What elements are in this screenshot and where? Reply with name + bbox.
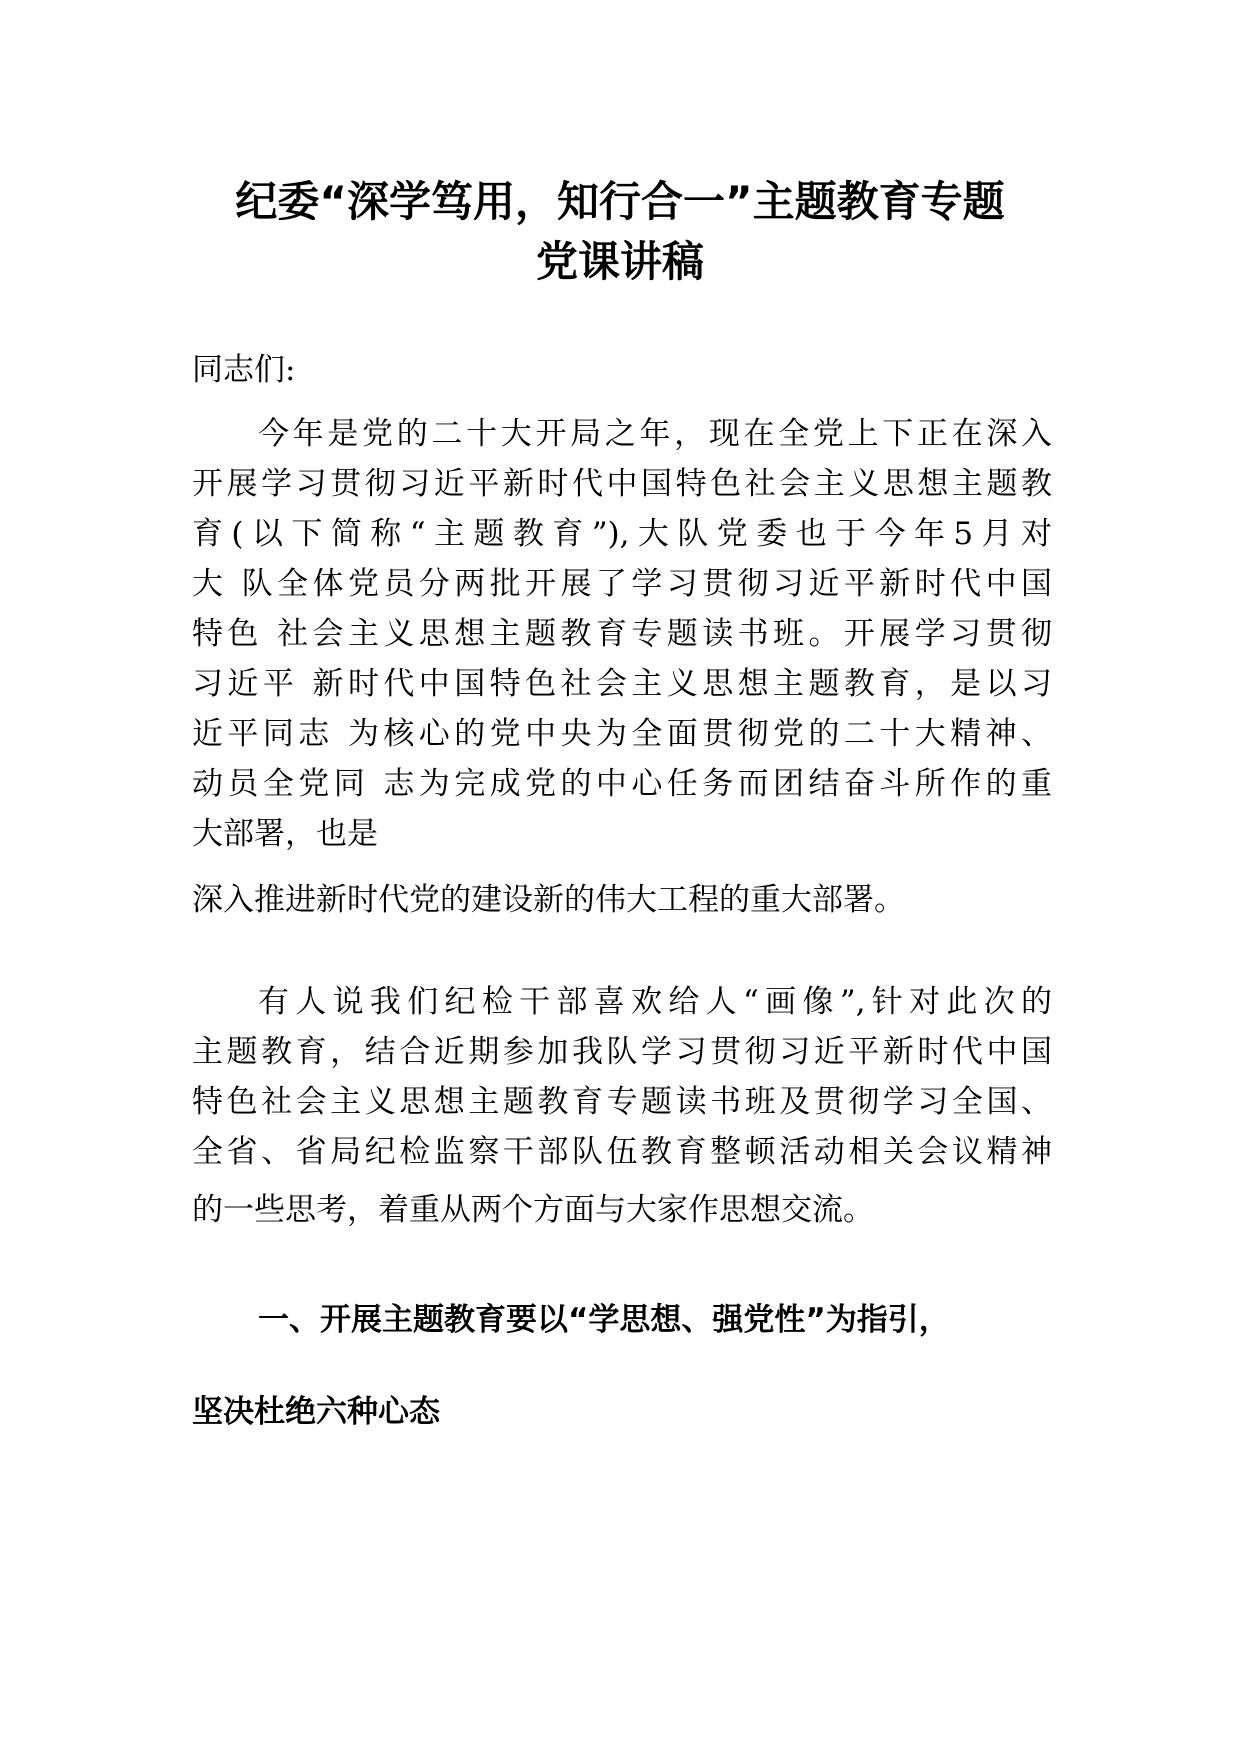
paragraph-1-line: 习近平 新时代中国特色社会主义思想主题教育，是以习 xyxy=(192,666,1052,702)
salutation: 同志们: xyxy=(192,352,296,388)
paragraph-2-line: 特色社会主义思想主题教育专题读书班及贯彻学习全国、 xyxy=(192,1084,1052,1120)
paragraph-2-line: 的一些思考，着重从两个方面与大家作思想交流。 xyxy=(192,1192,874,1228)
paragraph-2-line: 有人说我们纪检干部喜欢给人“画像”,针对此次的 xyxy=(258,984,1052,1020)
paragraph-2-line: 主题教育，结合近期参加我队学习贯彻习近平新时代中国 xyxy=(192,1034,1052,1070)
document-title-line-2: 党课讲稿 xyxy=(535,237,704,286)
paragraph-1-line: 大 队全体党员分两批开展了学习贯彻习近平新时代中国 xyxy=(192,566,1052,602)
paragraph-1-tail: 深入推进新时代党的建设新的伟大工程的重大部署。 xyxy=(192,882,905,918)
section-heading-line-1: 一、开展主题教育要以“学思想、强党性”为指引， xyxy=(258,1302,950,1338)
document-title-line-1: 纪委“深学笃用，知行合一”主题教育专题 xyxy=(235,177,1005,226)
paragraph-1-line: 今年是党的二十大开局之年，现在全党上下正在深入 xyxy=(258,416,1052,452)
paragraph-2-line: 全省、省局纪检监察干部队伍教育整顿活动相关会议精神 xyxy=(192,1134,1052,1170)
paragraph-1-line: 大部署，也是 xyxy=(192,816,378,852)
paragraph-1-line: 动员全党同 志为完成党的中心任务而团结奋斗所作的重 xyxy=(192,766,1052,802)
paragraph-1-line: 特色 社会主义思想主题教育专题读书班。开展学习贯彻 xyxy=(192,616,1052,652)
paragraph-1-line: 近平同志 为核心的党中央为全面贯彻党的二十大精神、 xyxy=(192,716,1052,752)
paragraph-1-line: 开展学习贯彻习近平新时代中国特色社会主义思想主题教 xyxy=(192,466,1052,502)
section-heading-line-2: 坚决杜绝六种心态 xyxy=(192,1394,440,1430)
paragraph-1-line: 育(以下简称“主题教育”),大队党委也于今年5月对 xyxy=(192,516,1052,552)
